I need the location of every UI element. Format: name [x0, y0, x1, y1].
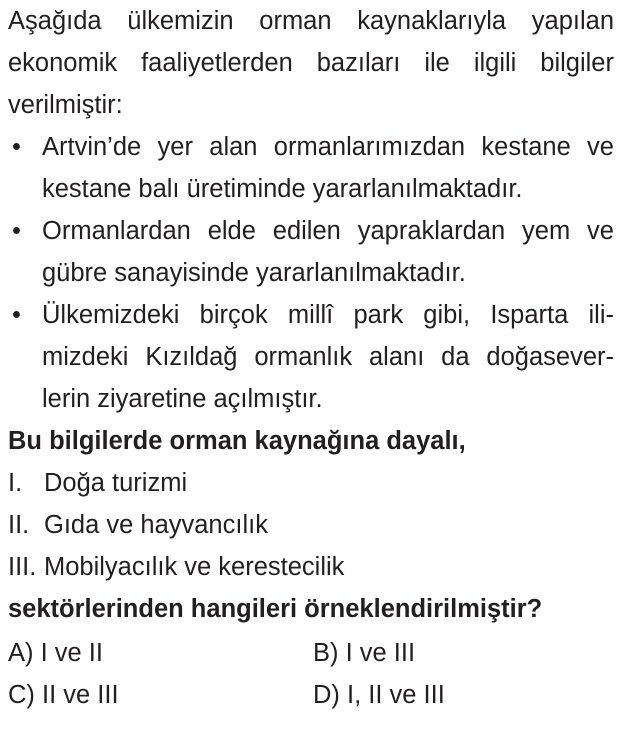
option-label: C)	[8, 681, 35, 709]
question-block	[8, 0, 614, 716]
statement-text: Doğa turizmi	[44, 469, 188, 497]
option-a[interactable]	[8, 632, 103, 674]
options-row-2	[8, 674, 614, 716]
option-text: II ve III	[42, 681, 119, 709]
statement-number: III.	[8, 553, 37, 581]
question-lead: Bu bilgilerde orman kaynağına dayalı,	[8, 427, 466, 455]
statement-2	[8, 504, 614, 546]
bullet-item-3-line-1: • Ülkemizdeki birçok millî park gibi, Isparta ili-	[8, 294, 614, 336]
option-label: B)	[313, 639, 339, 667]
bullet-item-1-line-1: • Artvin’de yer alan ormanlarımızdan kestane ve	[8, 126, 614, 168]
bullet-item-1-line-2: kestane balı üretiminde yararlanılmaktadır.	[42, 175, 523, 203]
option-b[interactable]	[313, 632, 415, 674]
statement-text: Gıda ve hayvancılık	[44, 511, 268, 539]
statement-number: I.	[8, 469, 23, 497]
option-c[interactable]	[8, 674, 119, 716]
statement-text: Mobilyacılık ve kerestecilik	[44, 553, 345, 581]
option-text: I ve III	[345, 639, 416, 667]
intro-line-2: ekonomik faaliyetlerden bazıları ile ilgili bilgiler	[8, 49, 614, 77]
bullet-item-2-line-1: • Ormanlardan elde edilen yapraklardan yem ve	[8, 210, 614, 252]
statement-number: II.	[8, 511, 30, 539]
statement-3	[8, 546, 614, 588]
bullet-icon: •	[12, 301, 21, 329]
intro-line-3: verilmiştir:	[8, 91, 123, 119]
question-end: sektörlerinden hangileri örneklendirilmiştir?	[8, 595, 543, 623]
bullet-icon: •	[12, 133, 21, 161]
options-row-1	[8, 632, 614, 674]
option-text: I ve II	[40, 639, 103, 667]
option-d[interactable]	[313, 674, 445, 716]
option-label: D)	[313, 681, 340, 709]
statement-list	[8, 462, 614, 588]
bullet-icon: •	[12, 217, 21, 245]
bullet-list	[8, 126, 614, 420]
intro-line-1: Aşağıda ülkemizin orman kaynaklarıyla yapılan	[8, 7, 614, 35]
option-text: I, II ve III	[347, 681, 445, 709]
statement-1	[8, 462, 614, 504]
bullet-item-3-line-2: mizdeki Kızıldağ ormanlık alanı da doğasever-	[42, 343, 614, 371]
option-label: A)	[8, 639, 34, 667]
bullet-item-2-line-2: gübre sanayisinde yararlanılmaktadır.	[42, 259, 466, 287]
bullet-item-3-line-3: lerin ziyaretine açılmıştır.	[42, 385, 323, 413]
